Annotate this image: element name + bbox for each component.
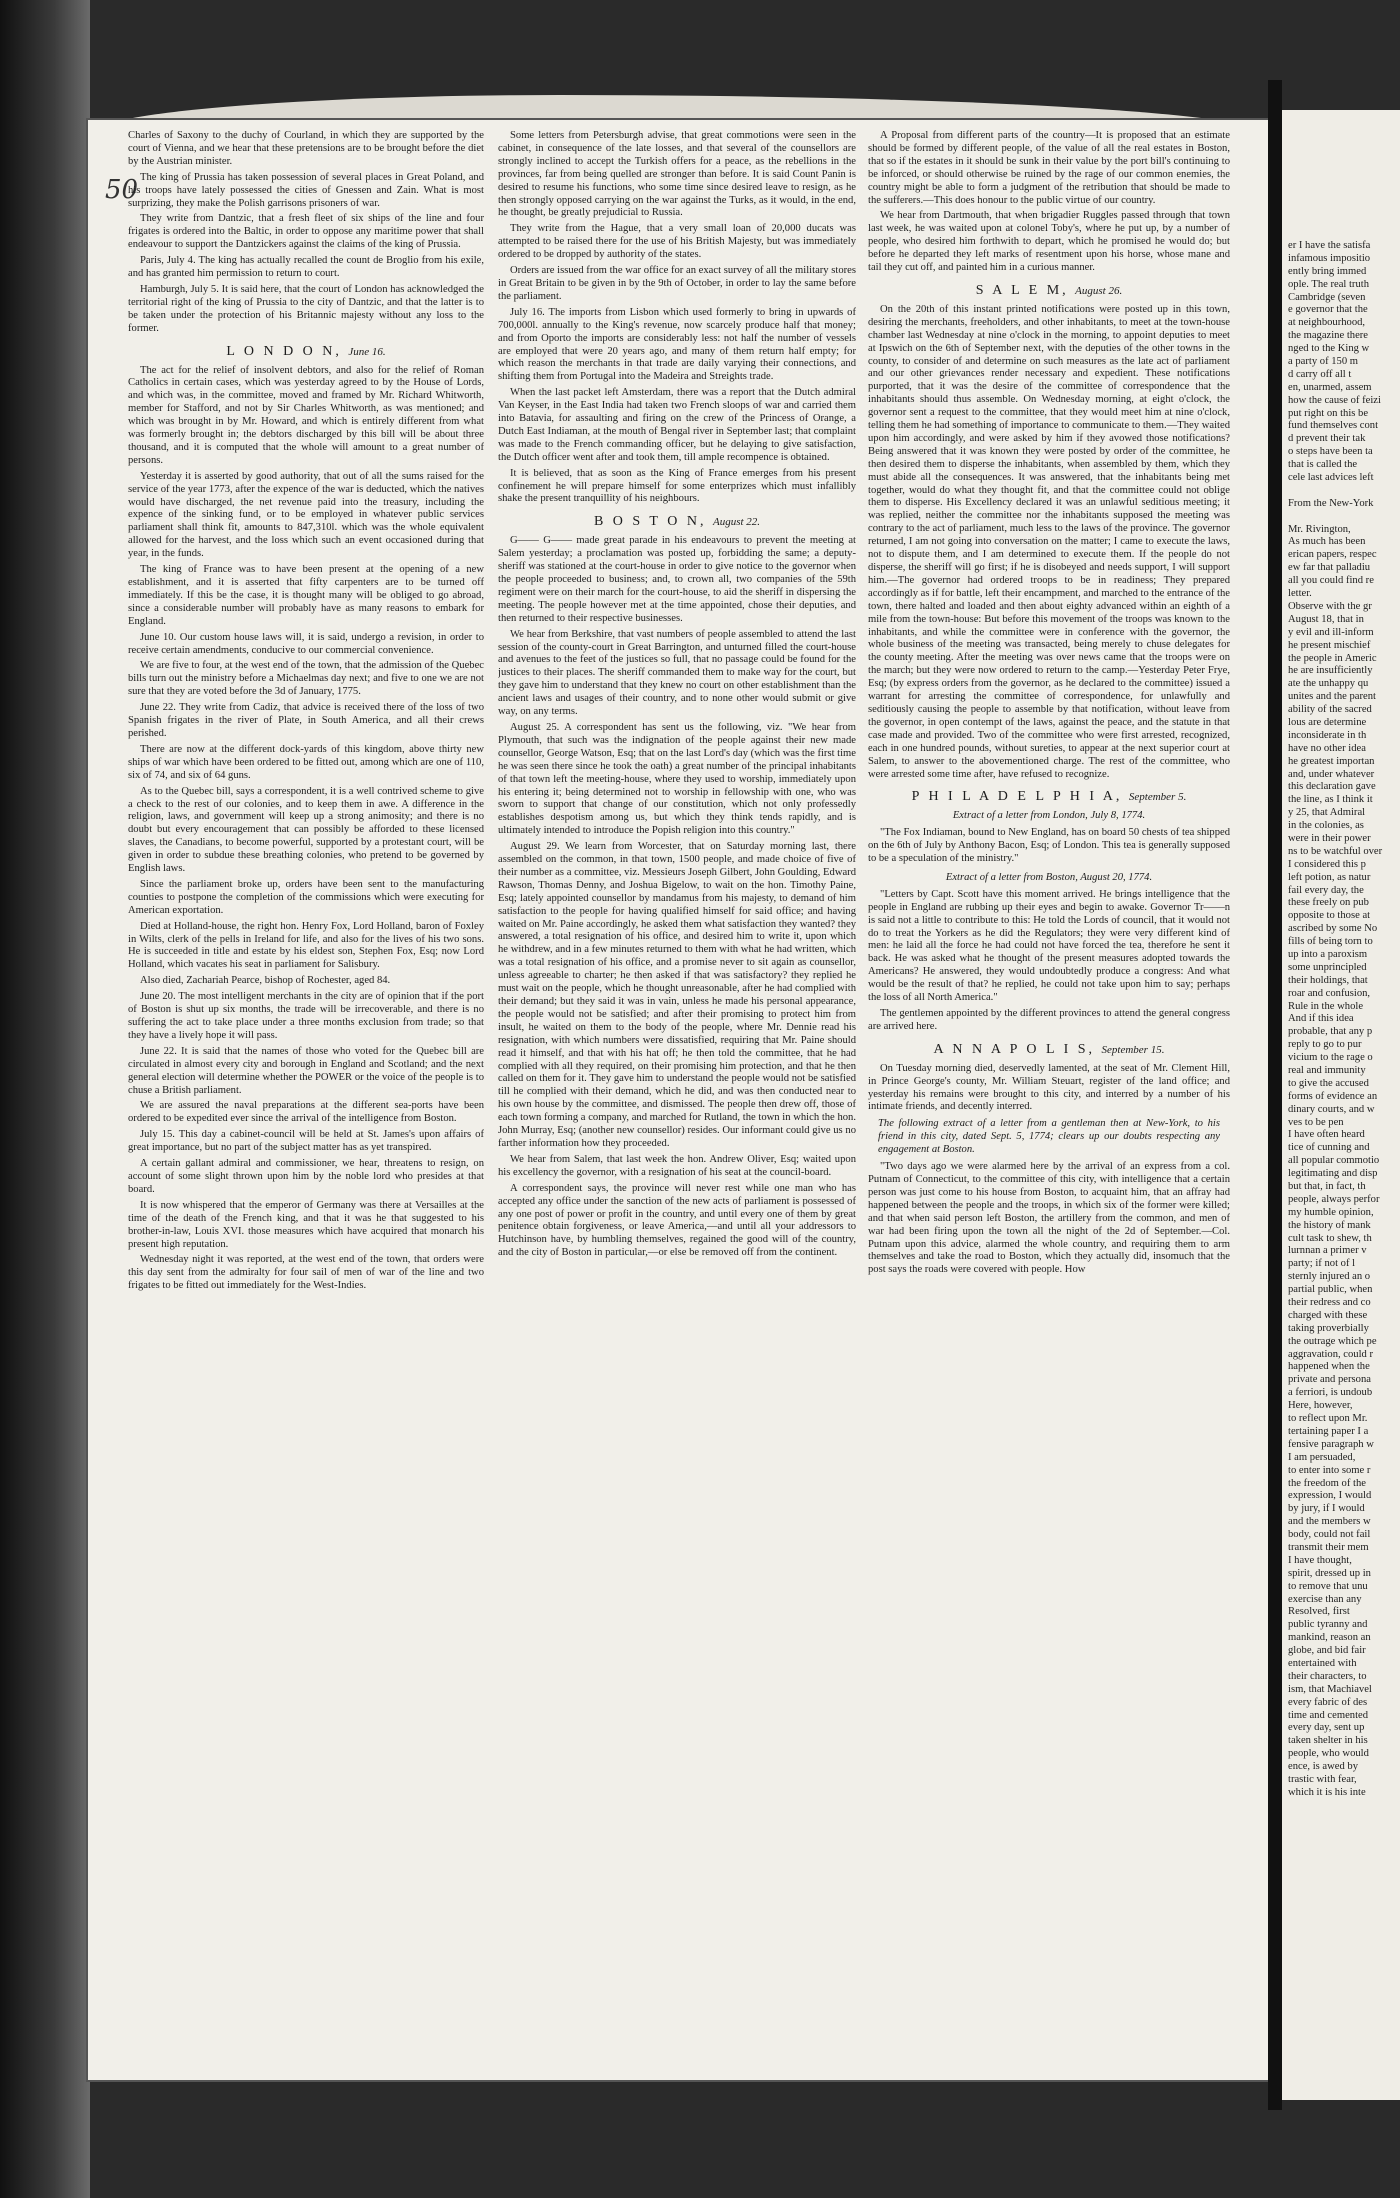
facing-page-line: every day, sent up	[1288, 1722, 1365, 1734]
article-paragraph: June 10. Our custom house laws will, it is said, undergo a revision, in order to receive certain amendments, conducive to our commercial convenience.	[128, 631, 484, 656]
facing-page-line: forms of evidence an	[1288, 1090, 1378, 1102]
facing-page-line: to enter into some r	[1288, 1464, 1371, 1476]
article-paragraph: Charles of Saxony to the duchy of Courland, in which they are supported by the court of Vienna, and we hear that these pretensions are to be brought before the diet by the Austrian minister.	[128, 130, 484, 167]
article-paragraph: A Proposal from different parts of the country—It is proposed that an estimate should be formed by different people, of the value of all the real estates in Boston, that so if the estates in it should be sunk in their value by the port bill's continuing to be inforced, or should otherwise be ruined by the rage of our common enemies, the country might be able to form a judgment of the retribution that should be made to the sufferers.—This does honour to the public virtue of our country.	[868, 130, 1230, 206]
article-paragraph: Hamburgh, July 5. It is said here, that the court of London has acknowledged the territorial right of the king of Prussia to the city of Dantzic, and that the latter is to be taken under the protection of his Britannic majesty without any loss to the former.	[128, 283, 484, 334]
binding-gutter	[1268, 80, 1282, 2110]
facing-page-line: transmit their mem	[1288, 1541, 1369, 1553]
column-2	[498, 130, 856, 2010]
facing-page-line: From the New-York	[1288, 497, 1374, 509]
dateline-date: August 22.	[712, 516, 761, 529]
article-paragraph: We are five to four, at the west end of the town, that the admission of the Quebec bills turn out the ministry before a Michaelmas day next; and five to one we are not sure that they are voted before the 3d of January, 1775.	[128, 660, 484, 698]
facing-page-line: a party of 150 m	[1288, 356, 1359, 368]
dateline-philadelphia	[868, 791, 1230, 804]
article-paragraph: The king of France was to have been present at the opening of a new establishment, and it is asserted that fifty carpenters are to be turned off immediately. If this be the case, it is thought many will be obliged to go abroad, since a considerable number will probably have as many reasons to embark for England.	[128, 564, 484, 627]
dateline-london	[128, 343, 484, 359]
facing-page-line: e governor that the	[1288, 304, 1368, 316]
article-paragraph: Died at Holland-house, the right hon. Henry Fox, Lord Holland, baron of Foxley in Wilts, clerk of the pells in Ireland for life, and also for the lives of his two sons. He is succeeded in title and estate by his eldest son, Stephen Fox, Esq; now Lord Holland, which vacates his seat in parliament for Salisbury.	[128, 920, 484, 971]
facing-page-line: entertained with	[1288, 1657, 1357, 1669]
facing-page-line: unites and the parent	[1288, 691, 1376, 703]
dateline-date: August 26.	[1075, 284, 1123, 297]
facing-page-line: opposite to those at	[1288, 910, 1371, 922]
facing-page-fragments	[1288, 240, 1400, 1800]
article-paragraph: On the 20th of this instant printed notifications were posted up in this town, desiring the merchants, freeholders, and other inhabitants, to meet at the town-house chamber last Wednesday at nine o'clock in the morning, to appoint deputies to meet at Ipswich on the 6th of September next, with the deputies of the other towns in the county, to consider of and determine on such measures as the late act of parliament and our other grievances render necessary and expedient. These notifications purported, that it was the desire of the committee of correspondence that the inhabitants should thus assemble. On Wednesday morning, at eight o'clock, the governor sent a request to the committee, that they would meet him at nine o'clock, telling them he had something of importance to communicate to them.—They waited upon him accordingly, and were asked by him if they avowed those notifications? Being answered that it was known they were posted by order of the committee, he then desired them to disperse the inhabitants, when assembled by them, which they must abide all the consequences. It was answered, that the inhabitants being met together, would do what they thought fit, and that the committee could not oblige them to disperse. His Excellency declared it was an unlawful seditious meeting; it was replied, neither the committee nor the inhabitants supposed the meeting was contrary to the act of parliament, much less to the laws of the province. The governor returned, I am not going into conversation on the matter; I came to execute the laws, not to dispute them, and I am determined to execute them. If the people do not disperse, the sheriff will go first; if he is disobeyed and needs support, I will support him.—The governor had ordered troops to be in readiness; They prepared accordingly as if for battle, left their encampment, and marched to the entrance of the town, there halted and loaded and then about eighty advanced within an eighth of a mile from the town-house: But before this movement of the troops was known to the inhabitants, and while the committee were in conference with the governor, the whole business of the meeting was transacted, being merely to chuse delegates for the county meeting. After the meeting was over news came that the troops were on the march; but they were now ordered to return to the camp.—Yesterday Peter Frye, Esq; (by express orders from the governor, as he declared to the committee) issued a warrant for arresting the committee of correspondence, for unlawfully and seditiously causing the people to assemble by that notification, without leave from the governor, in open contempt of the laws, against the peace, and the statute in that case made and provided. Two of the committee who were first arrested, recognized, each in one hundred pounds, without sureties, to appear at the next superior court at Salem, to answer to the abovementioned charge. The rest of the committee, who were arrested some time after, have refused to recognize.	[868, 303, 1230, 780]
dateline-date: September 15.	[1101, 1043, 1165, 1056]
dateline-boston	[498, 516, 856, 529]
facing-page-line: he greatest importan	[1288, 755, 1375, 767]
facing-page-line: probable, that any p	[1288, 1026, 1373, 1038]
facing-page-line: their characters, to	[1288, 1670, 1367, 1682]
facing-page-line	[1288, 485, 1400, 498]
facing-page-line: by jury, if I would	[1288, 1503, 1365, 1515]
facing-page-line: vicium to the rage o	[1288, 1052, 1373, 1064]
article-paragraph: Since the parliament broke up, orders have been sent to the manufacturing counties to postpone the completion of the commissions which were executing for American exportation.	[128, 878, 484, 916]
article-paragraph: July 16. The imports from Lisbon which used formerly to bring in upwards of 700,000l. annually to the King's revenue, now scarcely produce half that money; and from Oporto the imports are considerably less: not half the number of vessels are employed that were 20 years ago, and many of them return half empty; for which reason the merchants in that trade are daily varying their connections, and shifting them from Portugal into the Madeira and Streights trade.	[498, 306, 856, 383]
facing-page-line: d carry off all t	[1288, 368, 1352, 380]
facing-page-line: I am persuaded,	[1288, 1451, 1356, 1463]
scan-left-edge	[0, 0, 90, 2198]
article-paragraph: Yesterday it is asserted by good authority, that out of all the sums raised for the service of the year 1773, after the expence of the war is deducted, which the natives would have discharged, the net revenue paid into the treasury, including the expence of the sinking fund, or to be employed in whatever public services parliament shall think fit, amounts to 847,310l. which was the whole equivalent allowed for the harvest, and the loss which such an event occasioned during that year, in the funds.	[128, 470, 484, 560]
facing-page-line: And if this idea	[1288, 1013, 1354, 1025]
article-paragraph: G—— G—— made great parade in his endeavours to prevent the meeting at Salem yesterday; a proclamation was posted up, forbidding the same; a deputy-sheriff was stationed at the court-house in order to give notice to the governor when the people proceeded to business; and, to crown all, two companies of the 59th regiment were on their march for the court-house, to aid the sheriff in dispersing the meeting. The people however met at the time appointed, chose their deputies, and then returned to their respective businesses.	[498, 535, 856, 624]
facing-page-line: some unprincipled	[1288, 961, 1367, 973]
facing-page-line: Rule in the whole	[1288, 1000, 1364, 1012]
facing-page-line: I considered this p	[1288, 858, 1366, 870]
facing-page-line: tice of cunning and	[1288, 1142, 1370, 1154]
facing-page-line: to remove that unu	[1288, 1580, 1368, 1592]
facing-page-line: the line, as I think it	[1288, 794, 1373, 806]
facing-page-line: legitimating and disp	[1288, 1168, 1378, 1180]
article-paragraph: The king of Prussia has taken possession of several places in Great Poland, and his troops have lately possessed the cities of Gnessen and Zain. What is most surprizing, they make the Polish garrisons prisoners of war.	[128, 171, 484, 209]
facing-page-line: fills of being torn to	[1288, 936, 1373, 948]
article-paragraph: "Letters by Capt. Scott have this moment arrived. He brings intelligence that the people in England are rubbing up their eyes and begin to awake. Governor Tr——n is said not a little to contribute to this: He told the Lords of council, that it would not do to treat the Yorkers as he did the Regulators; they were very different kind of men: he laid all the force he had could not have forced the tea, therefore he sent it back. He was asked what he thought of the present measures adopted towards the Americans? He answered, they would undoubtedly produce a congress: And what would be the result of that? he replied, he could not take upon him to say; perhaps the loss of all North America."	[868, 888, 1230, 1004]
facing-page-line: happened when the	[1288, 1361, 1370, 1373]
facing-page-line: all popular commotio	[1288, 1155, 1380, 1167]
extract-heading: Extract of a letter from London, July 8, 1774.	[952, 810, 1146, 822]
facing-page-line: Resolved, first	[1288, 1606, 1350, 1618]
facing-page-line: fail every day, the	[1288, 884, 1364, 896]
dateline-place: S A L E M,	[975, 282, 1069, 298]
facing-page-line: dinary courts, and w	[1288, 1103, 1375, 1115]
facing-page-line: Mr. Rivington,	[1288, 523, 1351, 535]
facing-page-line: nged to the King w	[1288, 343, 1370, 355]
facing-page-line: up into a paroxism	[1288, 948, 1368, 960]
facing-page-line: their holdings, that	[1288, 974, 1368, 986]
article-paragraph: A certain gallant admiral and commissioner, we hear, threatens to resign, on account of some slight thrown upon him by the noble lord who presides at that board.	[128, 1158, 484, 1195]
facing-page-line: my humble opinion,	[1288, 1206, 1374, 1218]
facing-page-line: letter.	[1288, 588, 1312, 600]
article-paragraph: June 20. The most intelligent merchants in the city are of opinion that if the port of Boston is shut up six months, the trade will be irrecoverable, and there is no suffering the act to take place under a three months exclusion from trade; so that they have a lively hope it will pass.	[128, 991, 484, 1041]
facing-page-line: people, who would	[1288, 1748, 1369, 1760]
facing-page-line: body, could not fail	[1288, 1529, 1371, 1541]
article-paragraph: June 22. It is said that the names of those who voted for the Quebec bill are circulated in almost every city and borough in England and Scotland; and the next general election will determine whether the POWER or the voice of the people is to chuse a British parliament.	[128, 1045, 484, 1096]
facing-page-line: time and cemented	[1288, 1709, 1369, 1721]
facing-page-line: that is called the	[1288, 459, 1358, 471]
facing-page-line: fund themselves cont	[1288, 420, 1379, 432]
facing-page-line: y evil and ill-inform	[1288, 626, 1374, 638]
facing-page-line: y 25, that Admiral	[1288, 807, 1366, 819]
facing-page-line: I have often heard	[1288, 1129, 1365, 1141]
facing-page-line: every fabric of des	[1288, 1696, 1368, 1708]
facing-page-line: o steps have been ta	[1288, 446, 1373, 458]
dateline-place: P H I L A D E L P H I A,	[911, 789, 1123, 805]
facing-page-line: ism, that Machiavel	[1288, 1683, 1372, 1695]
facing-page-line: to give the accused	[1288, 1077, 1369, 1089]
facing-page-line: lurnnan a primer v	[1288, 1245, 1367, 1257]
facing-page-line: but that, in fact, th	[1288, 1181, 1366, 1193]
facing-page-line: at neighbourhood,	[1288, 317, 1366, 329]
article-paragraph: Some letters from Petersburgh advise, that great commotions were seen in the cabinet, in consequence of the late losses, and that several of the counsellors are strongly inclined to accept the Turkish offers for a peace, as the rebellions in the provinces, far from being quelled are stronger than before. It is said Count Panin is desired to resume his functions, who some time since desired leave to resign, as he then strongly opposed carrying on the war against the Turks, as it would, in the end, he thought, be greatly prejudicial to Russia.	[498, 130, 856, 219]
article-paragraph: August 25. A correspondent has sent us the following, viz. "We hear from Plymouth, that such was the indignation of the people against their new made counsellor, George Watson, Esq; that on the last Lord's day (which was the first time he was seen there since he took the oath) a great number of the principal inhabitants of that town left the meeting-house, where they used to worship, immediately upon his entering it; being determined not to worship in fellowship with one, who was sworn to support that change of our constitution, which not only professedly establishes despotism among us, but which they think tends rapidly, and is ultimately intended to introduce the Popish religion into this country."	[498, 721, 856, 837]
facing-page-line: the history of mank	[1288, 1219, 1371, 1231]
facing-page-line: public tyranny and	[1288, 1619, 1368, 1631]
facing-page-line: and the members w	[1288, 1516, 1371, 1528]
column-3	[868, 130, 1230, 2010]
facing-page-line: party; if not of l	[1288, 1258, 1356, 1270]
facing-page-line: which it is his inte	[1288, 1786, 1366, 1798]
facing-page-line: ns to be watchful over	[1288, 845, 1383, 857]
facing-page-line: ew far that palladiu	[1288, 562, 1371, 574]
facing-page-line: he present mischief	[1288, 639, 1371, 651]
facing-page-line: the freedom of the	[1288, 1477, 1366, 1489]
facing-page-line: partial public, when	[1288, 1284, 1373, 1296]
facing-page-line: inconsiderate in th	[1288, 729, 1367, 741]
facing-page-line: I have thought,	[1288, 1554, 1352, 1566]
facing-page-line: to reflect upon Mr.	[1288, 1413, 1368, 1425]
facing-page-line: sternly injured an o	[1288, 1271, 1371, 1283]
facing-page-line: charged with these	[1288, 1309, 1368, 1321]
article-paragraph: Also died, Zachariah Pearce, bishop of Rochester, aged 84.	[140, 975, 391, 987]
extract-heading: The following extract of a letter from a gentleman then at New-York, to his friend in this city, dated Sept. 5, 1774; clears up our doubts respecting any engagement at Boston.	[878, 1118, 1220, 1156]
facing-page-line: en, unarmed, assem	[1288, 381, 1372, 393]
article-paragraph: July 15. This day a cabinet-council will be held at St. James's upon affairs of great importance, but no part of the subject matter has as yet transpired.	[128, 1129, 484, 1154]
facing-page-line: Here, however,	[1288, 1400, 1353, 1412]
facing-page-line: ate the unhappy qu	[1288, 678, 1369, 690]
facing-page-line: globe, and bid fair	[1288, 1645, 1366, 1657]
facing-page-line: As much has been	[1288, 536, 1366, 548]
facing-page-line: aggravation, could r	[1288, 1348, 1374, 1360]
facing-page-line: er I have the satisfa	[1288, 240, 1371, 251]
dateline-date: September 5.	[1128, 791, 1187, 804]
article-paragraph: June 22. They write from Cadiz, that advice is received there of the loss of two Spanish frigates in the river of Plate, in South America, and all their crews perished.	[128, 702, 484, 739]
article-paragraph: It is now whispered that the emperor of Germany was there at Versailles at the time of the death of the French king, and that it was he that suggested to his brother-in-law, Louis XVI. those measures which have acquired that monarch his present high reputation.	[128, 1199, 484, 1250]
article-paragraph: "Two days ago we were alarmed here by the arrival of an express from a col. Putnam of Connecticut, to the committee of this city, with intelligence that a certain person was just come to his house from Boston, to acquaint him, that an affray had happened between the people and the troops, in which six of the former were killed; and that when said person left Boston, the artillery from the common, and men of war had been firing upon the town all the night of the 2d of September.—Col. Putnam upon this advice, alarmed the whole country, and requiring them to arm themselves and take the road to Boston, which they actually did, insomuch that the post says the roads were covered with people. How	[868, 1161, 1230, 1276]
facing-page-line: have no other idea	[1288, 742, 1366, 754]
facing-page-line: ople. The real truth	[1288, 278, 1369, 290]
extract-heading: Extract of a letter from Boston, August 20, 1774.	[945, 871, 1153, 883]
facing-page-line: how the cause of feizi	[1288, 394, 1381, 406]
article-paragraph: They write from Dantzic, that a fresh fleet of six ships of the line and four frigates is ordered into the Baltic, in order to oppose any maritime power that shall endeavour to support the Dantzickers against the claims of the king of Prussia.	[128, 213, 484, 251]
facing-page-line: their redress and co	[1288, 1297, 1371, 1309]
article-paragraph: As to the Quebec bill, says a correspondent, it is a well contrived scheme to give a check to the rest of our colonies, and to keep them in awe. A difference in the religion, laws, and government will keep up a strong animosity; and there is no doubt but every encouragement that can possibly be afforded to these licensed slaves, the Canadians, to become powerful, supported by a protestant court, will be given in order to subdue these breathing colonies, who pretend to be governed by English laws.	[128, 785, 484, 875]
column-1	[128, 130, 484, 2010]
dateline-place: L O N D O N,	[226, 343, 342, 359]
article-paragraph: There are now at the different dock-yards of this kingdom, above thirty new ships of war which have been ordered to be fitted out, among which are one of 110, six of 74, and six of 64 guns.	[128, 743, 484, 781]
facing-page-line: and, under whatever	[1288, 768, 1375, 780]
facing-page-line: these freely on pub	[1288, 897, 1369, 909]
facing-page-line: exercise than any	[1288, 1593, 1362, 1605]
facing-page-line	[1288, 511, 1400, 524]
facing-page-line: ascribed by some No	[1288, 923, 1378, 935]
facing-page-line: taken shelter in his	[1288, 1735, 1368, 1747]
facing-page-line: tertaining paper I a	[1288, 1425, 1369, 1437]
facing-page-line: trastic with fear,	[1288, 1773, 1357, 1785]
facing-page	[1282, 110, 1400, 2100]
facing-page-line: mankind, reason an	[1288, 1632, 1371, 1644]
article-paragraph: We hear from Dartmouth, that when brigadier Ruggles passed through that town last week, he was waited upon at colonel Toby's, where he put up, by a number of people, who desired him forthwith to depart, which he promised he would do; but before he departed they left marks of resentment upon his horse, whose mane and tail they cut off, and painted him in a curious manner.	[868, 210, 1230, 274]
facing-page-line: left potion, as natur	[1288, 871, 1371, 883]
dateline-place: A N N A P O L I S,	[933, 1041, 1096, 1057]
dateline-annapolis	[868, 1041, 1230, 1057]
facing-page-line: cele last advices left	[1288, 472, 1374, 484]
facing-page-line: erican papers, respec	[1288, 549, 1377, 561]
dateline-date: June 16.	[348, 345, 386, 358]
facing-page-line: Cambridge (seven	[1288, 291, 1366, 303]
article-paragraph: Paris, July 4. The king has actually recalled the count de Broglio from his exile, and has granted him permission to return to court.	[128, 255, 484, 280]
article-paragraph: They write from the Hague, that a very small loan of 20,000 ducats was attempted to be raised there for the use of his British Majesty, but was immediately ordered to be dropped by authority of the states.	[498, 223, 856, 261]
dateline-place: B O S T O N,	[593, 514, 707, 530]
facing-page-line: were in their power	[1288, 832, 1371, 844]
facing-page-line: d prevent their tak	[1288, 433, 1366, 445]
article-paragraph: When the last packet left Amsterdam, there was a report that the Dutch admiral Van Keyser, in the East India had taken two French sloops of war and carried them into Batavia, for assaulting and firing on the crew of the Princess of Orange, a Dutch East Indiaman, at the mouth of Bengal river in September last; that complaint was made to the French commanding officer, but he delaying to give satisfaction, the Dutch officer went after and took them, till ample recompence is obtained.	[498, 387, 856, 463]
article-paragraph: It is believed, that as soon as the King of France emerges from his present confinement he will prepare himself for some enterprizes which must infallibly shake the present tranquillity of his neighbours.	[498, 467, 856, 505]
dateline-salem	[868, 282, 1230, 298]
article-paragraph: On Tuesday morning died, deservedly lamented, at the seat of Mr. Clement Hill, in Prince George's county, Mr. William Steuart, register of the land office; and yesterday his remains were brought to this city, and interred by a number of his intimate friends, and decently interred.	[868, 1062, 1230, 1113]
facing-page-line: Observe with the gr	[1288, 600, 1372, 612]
facing-page-line: ently bring immed	[1288, 265, 1367, 277]
facing-page-line: a ferriori, is undoub	[1288, 1387, 1373, 1399]
facing-page-line: infamous impositio	[1288, 252, 1371, 264]
facing-page-line: put right on this be	[1288, 407, 1369, 419]
facing-page-line: August 18, that in	[1288, 613, 1364, 625]
facing-page-line: taking proverbially	[1288, 1322, 1369, 1334]
facing-page-line: people, always perfor	[1288, 1193, 1380, 1205]
facing-page-line: all you could find re	[1288, 575, 1374, 587]
facing-page-line: the magazine there	[1288, 330, 1368, 342]
facing-page-line: lous are determine	[1288, 716, 1367, 728]
facing-page-line: this declaration gave	[1288, 781, 1376, 793]
facing-page-line: he are insufficiently	[1288, 665, 1373, 677]
facing-page-line: fensive paragraph w	[1288, 1438, 1374, 1450]
article-paragraph: The gentlemen appointed by the different provinces to attend the general congress are arrived here.	[868, 1008, 1230, 1032]
facing-page-line: the people in Americ	[1288, 652, 1377, 664]
article-paragraph: Orders are issued from the war office for an exact survey of all the military stores in Great Britain to be given in by the 9th of October, in order to lay the same before the parliament.	[498, 265, 856, 302]
facing-page-line: roar and confusion,	[1288, 987, 1371, 999]
facing-page-line: the outrage which pe	[1288, 1335, 1377, 1347]
facing-page-line: in the colonies, as	[1288, 820, 1364, 832]
facing-page-line: expression, I would	[1288, 1490, 1372, 1502]
facing-page-line: spirit, dressed up in	[1288, 1567, 1371, 1579]
facing-page-line: ence, is awed by	[1288, 1761, 1359, 1773]
facing-page-line: reply to go to pur	[1288, 1039, 1362, 1051]
facing-page-line: ves to be pen	[1288, 1116, 1344, 1128]
article-paragraph: August 29. We learn from Worcester, that on Saturday morning last, there assembled on the common, in that town, 1500 people, and made choice of five of their number as a committee, viz. Messieurs Joseph Gilbert, John Goulding, Edward Rawson, Thomas Denny, and Joshua Bigelow, to wait on the hon. Timothy Paine, Esq; lately appointed counsellor by mandamus from his majesty, to demand of him satisfaction to the people for having qualified himself for said office; and having waited on Mr. Paine accordingly, he asked them what satisfaction they wanted? they answered, a total resignation of his office, and desired him to write it, upon which he withdrew, and in a few minutes returned to them with what he had written, which was a total resignation of his office, and a promise never to sit again as counsellor, unless agreeable to charter; he then asked if that was satisfactory? they replied he must wait on the people, which he thought unreasonable, after he had complied with their demand; but they said it was in vain, unless he made his personal appearance, the people would not be satisfied; and after their promising to protect him from insult, he waited on them to the body of the people, where Mr. Dennie read his resignation, with which numbers were dissatisfied, requiring that Mr. Paine should read it himself, and that with his hat off; he then told the committee, that he had complied with all they required, on their promising him protection, and that he then called on them for it. They gave him to understand the people would not be satisfied till he complied with their demand, which he did, and was then conducted near to his own house by the committee, and dismissed. The people then drew off, those of each town forming a company, and marched for Rutland, the town in which the hon. John Murray, Esq; (another new counsellor) resides. Our informant could give us no farther information how they proceeded.	[498, 841, 856, 1149]
article-paragraph: Wednesday night it was reported, at the west end of the town, that orders were this day sent from the admiralty for four sail of men of war of the line and two frigates to be fitted out immediately for the West-Indies.	[128, 1254, 484, 1292]
article-paragraph: "The Fox Indiaman, bound to New England, has on board 50 chests of tea shipped on the 6th of July by Anthony Bacon, Esq; of London. This tea is generally supposed to be a speculation of the ministry."	[868, 827, 1230, 865]
facing-page-line: real and immunity	[1288, 1065, 1366, 1076]
facing-page-line: ability of the sacred	[1288, 704, 1372, 716]
facing-page-line: cult task to shew, th	[1288, 1232, 1372, 1244]
page-folio-number: 50	[105, 175, 139, 205]
article-paragraph: A correspondent says, the province will never rest while one man who has accepted any office under the sanction of the new acts of parliament is possessed of any one post of power or profit in the country, and until every one of them by great penitence obtain forgiveness, or leave America,—and until all your addressors to Hutchinson have, by humbling themselves, regained the good will of the country, and the city of Boston in particular,—or else be removed off from the continent.	[498, 1182, 856, 1259]
article-paragraph: We hear from Salem, that last week the hon. Andrew Oliver, Esq; waited upon his excellency the governor, with a resignation of his seat at the council-board.	[498, 1153, 856, 1178]
article-paragraph: The act for the relief of insolvent debtors, and also for the relief of Roman Catholics in certain cases, which was yesterday agreed to by the House of Lords, and which was, in the committee, moved and framed by Mr. Richard Whitworth, member for Stafford, and not by Sir Charles Whitworth, as was mentioned; and which was brought in by Mr. Howard, and which is entirely different from what was formerly brought in; the debtors discharged by this bill will be about three thousand, and it is computed that the whole will amount to a great number of persons.	[128, 364, 484, 466]
facing-page-line: private and persona	[1288, 1374, 1371, 1386]
article-paragraph: We hear from Berkshire, that vast numbers of people assembled to attend the last session of the county-court in Great Barrington, and unturned filled the court-house and avenues to the feet of the justices so full, that no passage could be found for the justices to their places. The sheriff commanded them to make way for the court, but they gave him to understand that they knew no court on other establishment than the ancient laws and usages of their country, and to none other would submit or give way, on any terms.	[498, 628, 856, 718]
article-paragraph: We are assured the naval preparations at the different sea-ports have been ordered to be expedited ever since the arrival of the intelligence from Boston.	[128, 1100, 484, 1125]
